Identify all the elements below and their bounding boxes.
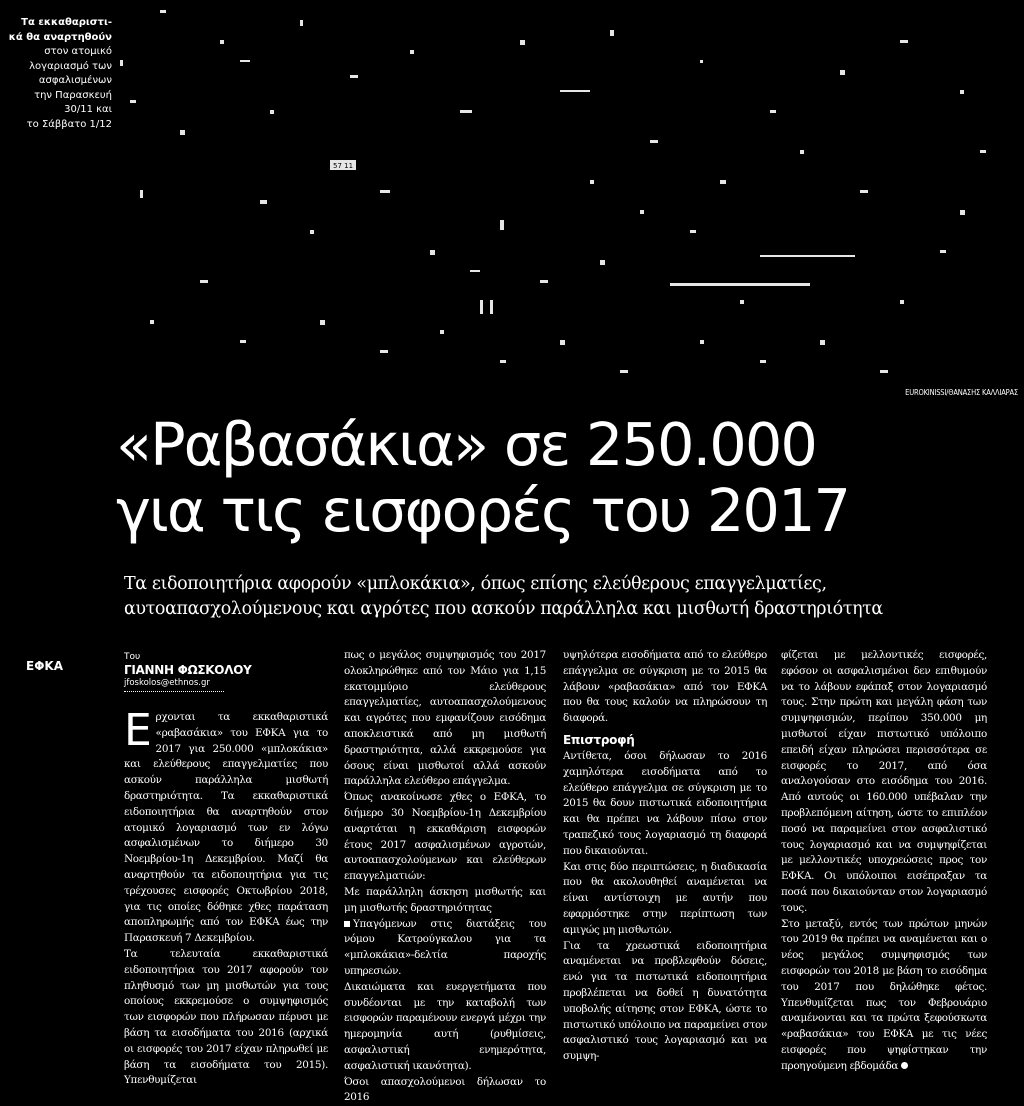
end-mark-icon (901, 1062, 908, 1069)
teaser-caption (0, 16, 112, 132)
teaser-line: την Παρασκευή (34, 89, 112, 101)
byline-divider (124, 691, 224, 692)
article-column-4 (781, 648, 987, 1075)
article-paragraph: Και στις δύο περιπτώσεις, η διαδικασία που θα ακολουθηθεί αναμένεται να είναι αντίστοιχη με αυτήν που εφαρμόστηκε στην περίπτωση των αμιγώς μη μισθωτών. (563, 860, 767, 936)
article-paragraph: Για τα χρεωστικά ειδοποιητήρια αναμένεται να προβλεφθούν δόσεις, ενώ για τα πιστωτικά ειδοποιητήρια προβλέπεται να δοθεί η δυνατότητα υποβολής αίτησης στον ΕΦΚΑ, ώστε το πιστωτικό υπόλοιπο να παραμείνει στον ασφαλιστικό τους λογαριασμό και να συμψη- (563, 939, 768, 1063)
article-paragraph: Όπως ανακοίνωσε χθες ο ΕΦΚΑ, το διήμερο 30 Νοεμβρίου-1η Δεκεμβρίου αναρτάται η εκκαθάριση εισφορών έτους 2017 ασφαλισμένων αγροτών, αυτοαπασχολούμενων και ελεύθερων επαγγελματιών: (344, 791, 546, 883)
section-label: ΕΦΚΑ (26, 659, 63, 673)
article-column-2 (344, 648, 546, 1106)
photo-night-scene (0, 0, 1024, 400)
bullet-square-icon (344, 921, 350, 927)
teaser-line: Τα εκκαθαριστι- (21, 17, 112, 28)
paragraph-text: ρχονται τα εκκαθαριστικά «ραβασάκια» του ΕΦΚΑ για το 2017 για 250.000 «μπλοκάκια» και ελεύθερους επαγγελματίες που ασκούν παράλληλα μισθωτή δραστηριότητα. Τα εκκαθαριστικά ειδοποιητήρια θα αναρτηθούν στον ατομικό λογαριασμό των εν λόγω ασφαλισμένων το διήμερο 30 Νοεμβρίου-1η Δεκεμβρίου. Μαζί θα αναρτηθούν τα ειδοποιητήρια για τις τρέχουσες εισφορές Οκτωβρίου 2018, για τις οποίες δόθηκε χθες παράταση αποπληρωμής από τον ΕΦΚΑ έως την Παρασκευή 7 Δεκεμβρίου. (124, 711, 328, 945)
article-paragraph (124, 705, 328, 947)
teaser-line: λογαριασμό των (29, 60, 112, 72)
drop-cap: Ε (124, 705, 152, 756)
article-paragraph: Δικαιώματα και ευεργετήματα που συνδέονται με την καταβολή των εισφορών παραμένουν ενεργά μέχρι την ημερομηνία αυτή (ρυθμίσεις, ασφαλιστική ενημερότητα, ασφαλιστική ικανότητα). (344, 980, 546, 1072)
article-column-1 (124, 705, 328, 1089)
author-name: ΓΙΑΝΝΗ ΦΩΣΚΟΛΟΥ (124, 663, 252, 677)
teaser-line: κά θα αναρτηθούν (8, 31, 112, 43)
teaser-line: ασφαλισμένων (38, 75, 112, 86)
article-paragraph (781, 917, 987, 1075)
bullet-item: Με παράλληλη άσκηση μισθωτής και μη μισθωτής δραστηριότητας (344, 885, 546, 914)
article-column-3 (563, 648, 767, 1065)
headline-line-2: για τις εισφορές του 2017 (116, 476, 850, 545)
teaser-line: 30/11 και (64, 104, 112, 115)
article-paragraph: φίζεται με μελλοντικές εισφορές, εφόσον οι ασφαλισμένοι δεν επιθυμούν να το λάβουν εφάπαξ στον λογαριασμό τους. Στην πρώτη και μεγάλη φάση των συμψηφισμών, περίπου 350.000 μη μισθωτοί είχαν πιστωτικό υπόλοιπο επειδή είχαν πληρώσει περισσότερα σε εισφορές το 2017, από όσα αναλογούσαν στο εισόδημα του 2016. Από αυτούς οι 160.000 υπέβαλαν την προβλεπόμενη αίτηση, ώστε το επιπλέον ποσό να παραμείνει στον ασφαλιστικό τους λογαριασμό και να συμψηφίζεται με μελλοντικές υποχρεώσεις προς τον ΕΦΚΑ. Οι υπόλοιποι εισέπραξαν τα ποσά που δικαιούνταν στον λογαριασμό τους. (781, 649, 987, 914)
author-email[interactable]: jfoskolos@ethnos.gr (124, 678, 210, 688)
photo-credit: EUROKINISSI/ΘΑΝΑΣΗΣ ΚΑΛΛΙΑΡΑΣ (905, 388, 1018, 397)
byline (124, 651, 324, 692)
article-paragraph: Αντίθετα, όσοι δήλωσαν το 2016 χαμηλότερα εισοδήματα από το ελεύθερο επάγγελμα σε σύγκριση με το 2015 θα δουν πιστωτικά ειδοποιητήρια και θα πρέπει να λάβουν πίσω στον τραπεζικό τους λογαριασμό τη διαφορά που δικαιούνται. (563, 749, 767, 857)
headline (116, 412, 1016, 544)
teaser-line: στον ατομικό (44, 46, 112, 57)
article-paragraph: Όσοι απασχολούμενοι δήλωσαν το 2016 (344, 1075, 546, 1104)
standfirst: Τα ειδοποιητήρια αφορούν «μπλοκάκια», όπως επίσης ελεύθερους επαγγελματίες, αυτοαπασχολούμενους και αγρότες που ασκούν παράλληλα και μισθωτή δραστηριότητα (124, 574, 883, 619)
byline-prefix: Του (124, 652, 141, 662)
bullet-item (344, 917, 546, 980)
teaser-line: το Σάββατο 1/12 (26, 118, 112, 130)
bullet-text: Υπαγόμενων στις διατάξεις του νόμου Κατρούγκαλου για τα «μπλοκάκια»-δελτία παροχής υπηρεσιών. (344, 917, 546, 977)
article-paragraph: Τα τελευταία εκκαθαριστικά ειδοποιητήρια του 2017 αφορούν τον πληθυσμό των μη μισθωτών για τους οποίους εκκρεμούσε ο συμψηφισμός των εισφορών που πλήρωσαν πέρυσι με βάση τα εισοδήματα του 2016 (αρχικά οι εισφορές του 2017 είχαν πληρωθεί με βάση τα εισοδήματα του 2015). Υπενθυμίζεται (124, 947, 328, 1087)
photo-sign-text: 57 11 (333, 162, 354, 170)
article-paragraph: υψηλότερα εισοδήματα από το ελεύθερο επάγγελμα σε σύγκριση με το 2015 θα λάβουν «ραβασάκια» από τον ΕΦΚΑ που θα τους καλούν να πληρώσουν τη διαφορά. (563, 649, 767, 725)
article-photo (0, 0, 1024, 400)
article-paragraph: πως ο μεγάλος συμψηφισμός του 2017 ολοκληρώθηκε από τον Μάιο για 1,15 εκατομμύριο ελεύθερους επαγγελματίες, αυτοαπασχολούμενους και αγρότες που εμφανίζουν εισόδημα αποκλειστικά από μη μισθωτή δραστηριότητα, αλλά εκκρεμούσε για όσους είναι μισθωτοί αλλά ασκούν παράλληλα ελεύθερο επάγγελμα. (344, 649, 546, 788)
subheading: Επιστροφή (563, 732, 635, 747)
paragraph-text: Στο μεταξύ, εντός των πρώτων μηνών του 2019 θα πρέπει να αναμένεται και ο νέος μεγάλος συμψηφισμός των εισφορών του 2018 με βάση το εισόδημα του 2017 που δηλώθηκε φέτος. Υπενθυμίζεται πως τον Φεβρουάριο αναμένονται και τα πρώτα ξεφούσκωτα «ραβασάκια» του ΕΦΚΑ με τις νέες εισφορές που ψηφίστηκαν την προηγούμενη εβδομάδα (781, 917, 987, 1072)
headline-line-1: «Ραβασάκια» σε 250.000 (116, 410, 816, 479)
